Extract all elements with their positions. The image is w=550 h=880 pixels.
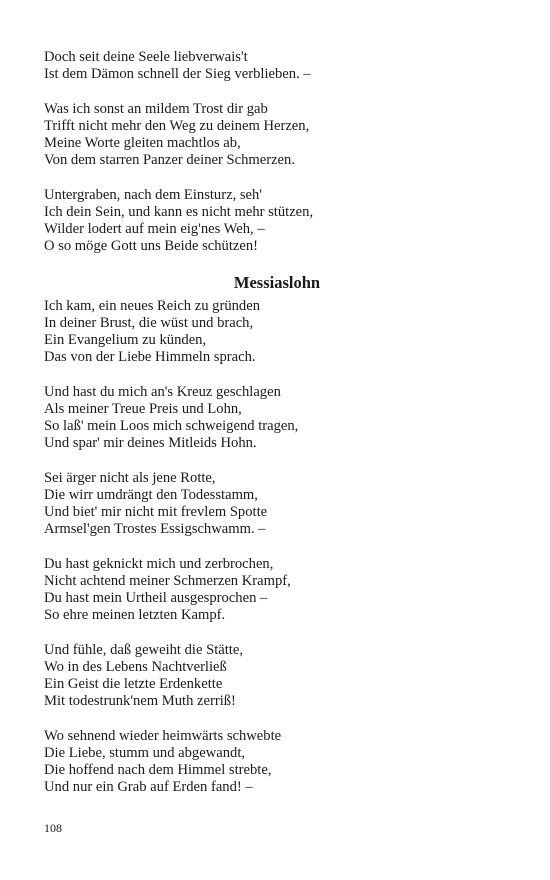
verse-line: Sei ärger nicht als jene Rotte, (44, 470, 216, 486)
verse-line: Und fühle, daß geweiht die Stätte, (44, 642, 243, 658)
stanza (44, 556, 510, 624)
verse-line: Die Liebe, stumm und abgewandt, (44, 745, 246, 761)
stanza (44, 728, 510, 796)
verse-line: Und biet' mir nicht mit frevlem Spotte (44, 504, 268, 520)
poem-title: Messiaslohn (233, 273, 321, 292)
verse-line: Und nur ein Grab auf Erden fand! – (44, 779, 253, 795)
poem-continued (44, 49, 510, 255)
verse-line: In deiner Brust, die wüst und brach, (44, 315, 254, 331)
verse-line: Mit todestrunk'nem Muth zerriß! (44, 693, 236, 709)
verse-line: Doch seit deine Seele liebverwais't (44, 49, 248, 65)
stanza (44, 384, 510, 452)
verse-line: Ich dein Sein, und kann es nicht mehr stützen, (44, 204, 314, 220)
verse-line: O so möge Gott uns Beide schützen! (44, 238, 259, 254)
verse-line: Wilder lodert auf mein eig'nes Weh, – (44, 221, 265, 237)
verse-line: Ein Geist die letzte Erdenkette (44, 676, 223, 692)
stanza (44, 470, 510, 538)
verse-line: Meine Worte gleiten machtlos ab, (44, 135, 241, 151)
page-number: 108 (44, 821, 62, 835)
verse-line: Du hast geknickt mich und zerbrochen, (44, 556, 274, 572)
verse-line: Und hast du mich an's Kreuz geschlagen (44, 384, 281, 400)
verse-line: Wo in des Lebens Nachtverließ (44, 659, 227, 675)
verse-line: Ich kam, ein neues Reich zu gründen (44, 298, 260, 314)
verse-line: So laß' mein Loos mich schweigend tragen, (44, 418, 299, 434)
verse-line: Und spar' mir deines Mitleids Hohn. (44, 435, 257, 451)
stanza (44, 642, 510, 710)
verse-line: Von dem starren Panzer deiner Schmerzen. (44, 152, 295, 168)
verse-line: Die hoffend nach dem Himmel strebte, (44, 762, 272, 778)
verse-line: So ehre meinen letzten Kampf. (44, 607, 226, 623)
verse-line: Untergraben, nach dem Einsturz, seh' (44, 187, 262, 203)
stanza (44, 187, 510, 255)
verse-line: Die wirr umdrängt den Todesstamm, (44, 487, 258, 503)
poem-messiaslohn (44, 298, 510, 796)
verse-line: Was ich sonst an mildem Trost dir gab (44, 101, 268, 117)
stanza (44, 101, 510, 169)
stanza (44, 298, 510, 366)
verse-line: Nicht achtend meiner Schmerzen Krampf, (44, 573, 291, 589)
verse-line: Ist dem Dämon schnell der Sieg verblieben. – (44, 66, 311, 82)
poem-page (44, 49, 510, 814)
verse-line: Als meiner Treue Preis und Lohn, (44, 401, 242, 417)
verse-line: Das von der Liebe Himmeln sprach. (44, 349, 256, 365)
verse-line: Du hast mein Urtheil ausgesprochen – (44, 590, 268, 606)
verse-line: Trifft nicht mehr den Weg zu deinem Herzen, (44, 118, 310, 134)
verse-line: Ein Evangelium zu künden, (44, 332, 207, 348)
verse-line: Wo sehnend wieder heimwärts schwebte (44, 728, 282, 744)
verse-line: Armsel'gen Trostes Essigschwamm. – (44, 521, 266, 537)
stanza (44, 49, 510, 83)
